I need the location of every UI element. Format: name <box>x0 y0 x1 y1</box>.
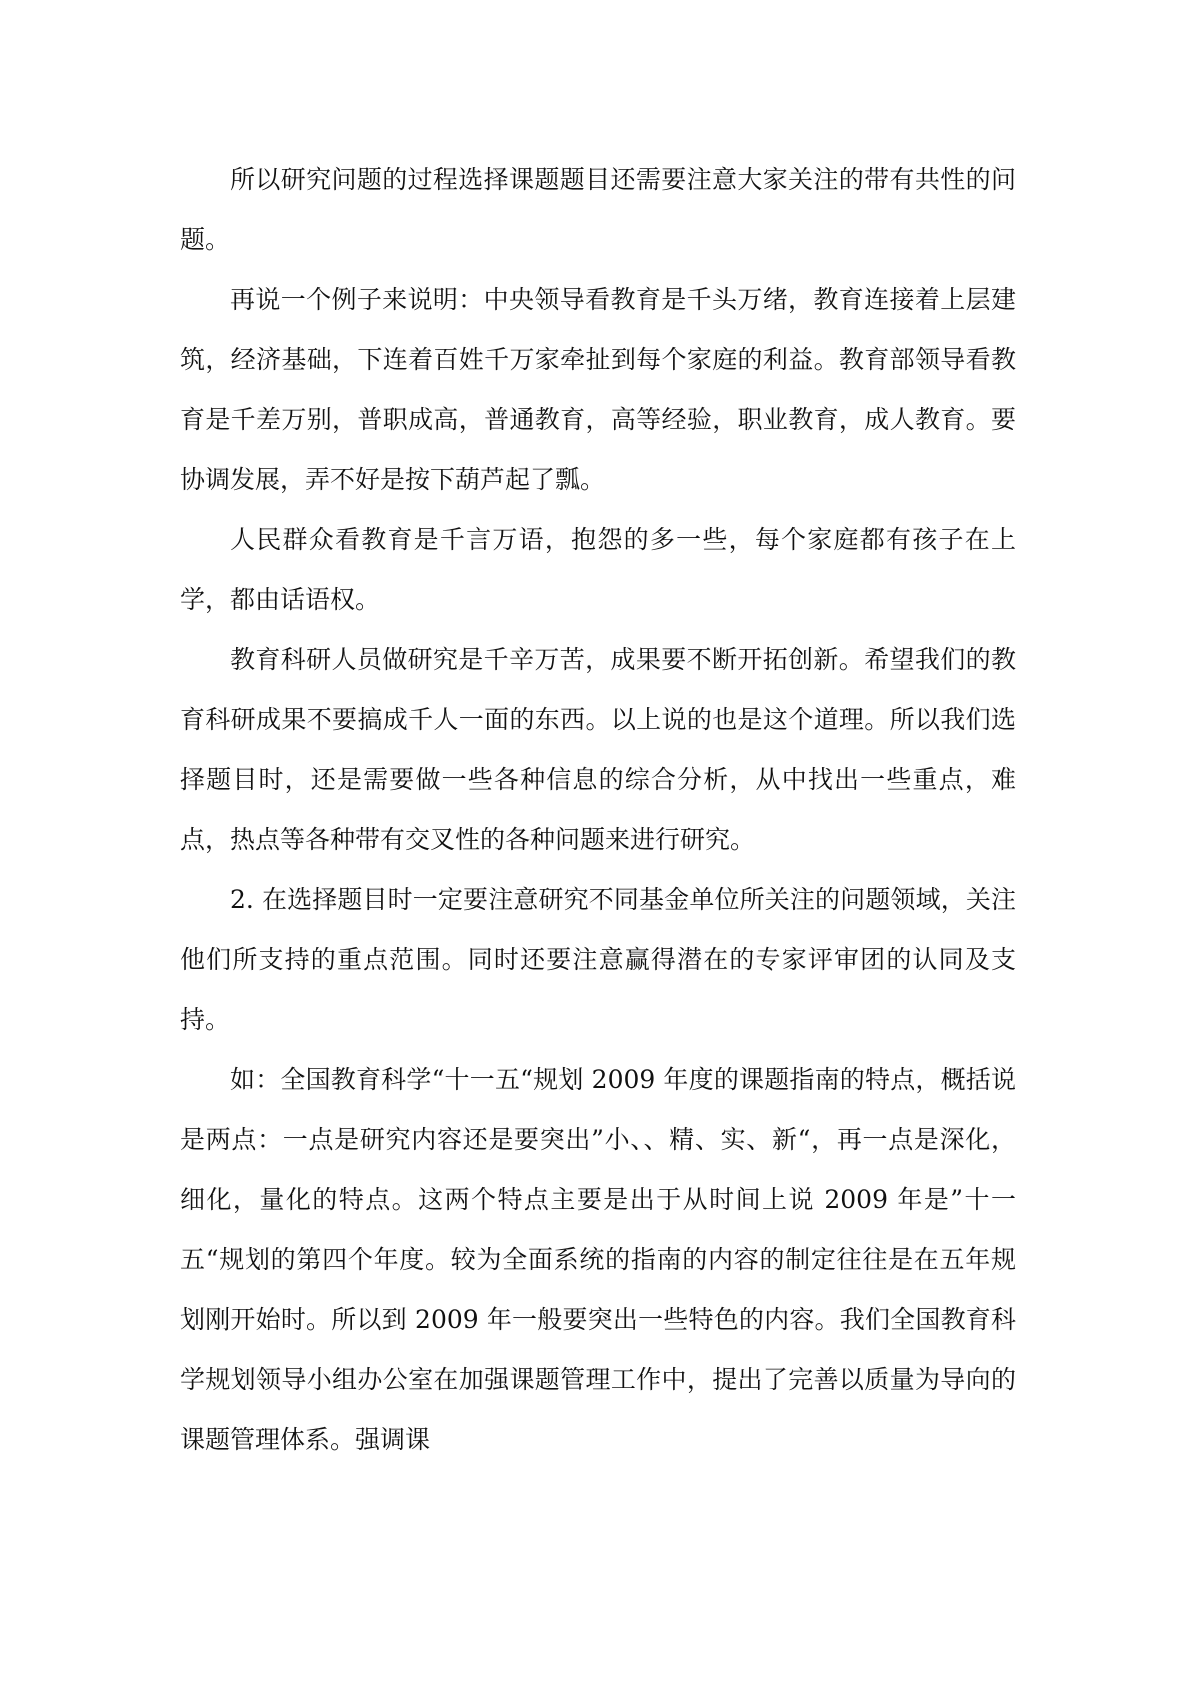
paragraph-6: 如：全国教育科学“十一五“规划 2009 年度的课题指南的特点，概括说是两点：一点是研究内容还是要突出”小、、精、实、新“，再一点是深化，细化，量化的特点。这两个特点主要是出于从时间上说 2009 年是”十一五“规划的第四个年度。较为全面系统的指南的内容的制定往往是在五年规划刚开始时。所以到 2009 年一般要突出一些特色的内容。我们全国教育科学规划领导小组办公室在加强课题管理工作中，提出了完善以质量为导向的课题管理体系。强调课 <box>180 1065 1016 1454</box>
paragraph-4: 教育科研人员做研究是千辛万苦，成果要不断开拓创新。希望我们的教育科研成果不要搞成千人一面的东西。以上说的也是这个道理。所以我们选择题目时，还是需要做一些各种信息的综合分析，从中找出一些重点，难点，热点等各种带有交叉性的各种问题来进行研究。 <box>180 645 1016 854</box>
paragraph-1: 所以研究问题的过程选择课题题目还需要注意大家关注的带有共性的问题。 <box>180 165 1016 254</box>
paragraph-2: 再说一个例子来说明：中央领导看教育是千头万绪，教育连接着上层建筑，经济基础，下连着百姓千万家牵扯到每个家庭的利益。教育部领导看教育是千差万别，普职成高，普通教育，高等经验，职业教育，成人教育。要协调发展，弄不好是按下葫芦起了瓢。 <box>180 285 1016 494</box>
document-body <box>180 150 1016 1470</box>
paragraph-3: 人民群众看教育是千言万语，抱怨的多一些，每个家庭都有孩子在上学，都由话语权。 <box>180 525 1016 614</box>
paragraph-5: 2. 在选择题目时一定要注意研究不同基金单位所关注的问题领域，关注他们所支持的重点范围。同时还要注意赢得潜在的专家评审团的认同及支持。 <box>180 885 1016 1034</box>
